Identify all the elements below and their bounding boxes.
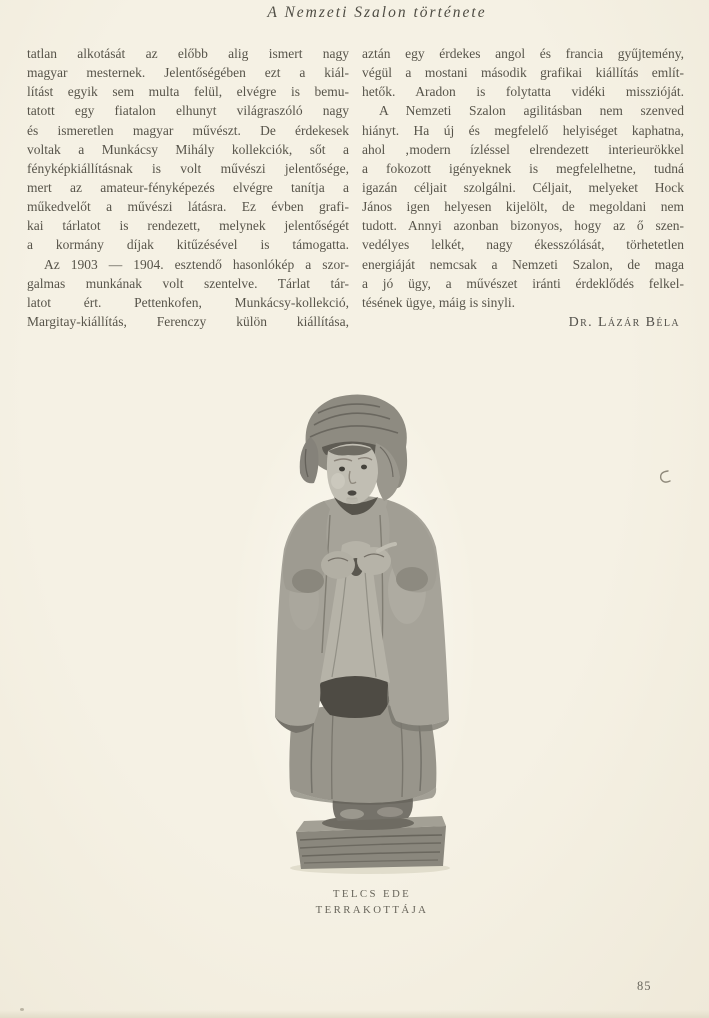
text-line: végül a mostani második grafikai kiállítás említ- xyxy=(362,65,684,81)
caption-line: TERRAKOTTÁJA xyxy=(315,904,429,916)
text-line: kai tárlatot is rendezett, melynek jelentőségét xyxy=(27,218,349,234)
text-line: János igen helyesen kijelölt, de megoldani nem xyxy=(362,199,684,215)
text-line: Az 1903 — 1904. esztendő hasonlókép a szor- xyxy=(44,256,349,272)
text-line: latot ért. Pettenkofen, Munkácsy-kollekció, xyxy=(27,294,349,310)
text-line: műkedvelőt a művészi látásra. Ez évben grafi- xyxy=(27,199,349,215)
page-title: A Nemzeti Szalon története xyxy=(267,4,487,21)
statue-face xyxy=(327,444,378,504)
text-line: energiáját nemcsak a Nemzeti Szalon, de maga xyxy=(362,256,684,272)
text-line: tésének ügye, máig is sinyli. xyxy=(362,294,515,310)
text-line: tatott egy fiatalon elhunyt világraszóló nagy xyxy=(27,103,349,119)
text-line: a fokozott igényeknek is megfelelhetne, tudná xyxy=(362,160,684,176)
text-column-right xyxy=(362,44,684,333)
text-line: mert az amateur-fényképezés elvégre tanítja a xyxy=(27,179,349,195)
page-number: 85 xyxy=(637,979,652,993)
text-line: tatlan alkotását az előbb alig ismert nagy xyxy=(27,46,349,61)
statue-illustration xyxy=(230,385,480,885)
statue-base xyxy=(296,816,446,869)
text-line: aztán egy érdekes angol és francia gyűjtemény, xyxy=(362,46,684,61)
text-line: Margitay-kiállítás, Ferenczy külön kiállítása, xyxy=(27,313,349,329)
text-line: a kormány díjak kitűzésével is támogatta. xyxy=(27,237,349,253)
text-line: A Nemzeti Szalon agilitásban nem szenved xyxy=(379,103,684,119)
text-columns xyxy=(27,44,684,333)
statue-photo xyxy=(230,385,480,885)
text-line: magyar mesternek. Jelentőségében ezt a kiál- xyxy=(27,65,349,81)
text-line: és ismeretlen magyar művészt. De érdekesek xyxy=(27,122,349,138)
author-signature: Dr. Lázár Béla xyxy=(568,314,680,330)
text-line: igazán céljait szolgálni. Céljait, melyeket Hock xyxy=(362,179,684,195)
text-line: a jó ügy, a művészet iránti érdeklődés felkel- xyxy=(362,275,684,291)
text-line: ahol ‚modern ízléssel elrendezett interieurökkel xyxy=(362,141,684,157)
text-line: hiányt. Ha új és megfelelő helyiséget kaphatna, xyxy=(362,122,684,138)
pencil-mark xyxy=(656,468,674,486)
text-line: vedélyes lelkét, nagy ékesszólását, törhetetlen xyxy=(362,237,684,253)
text-line: lítást egyik sem multa felül, elvégre is bemu- xyxy=(27,84,349,100)
caption-line: TELCS EDE xyxy=(332,888,412,900)
text-column-left xyxy=(27,44,349,333)
text-line: galmas munkának volt szentelve. Tárlat tár- xyxy=(27,275,349,291)
text-line: fényképkiállításnak is volt művészi jelentősége, xyxy=(27,160,349,176)
text-line: voltak a Munkácsy Mihály kollekciók, sőt a xyxy=(27,141,349,157)
paper-speck xyxy=(20,1008,24,1011)
figure-caption xyxy=(35,886,709,918)
text-line: hetők. Aradon is folytatta vidéki misszióját. xyxy=(362,84,684,100)
text-line: tudott. Annyi azonban bizonyos, hogy az ő szen- xyxy=(362,218,684,234)
